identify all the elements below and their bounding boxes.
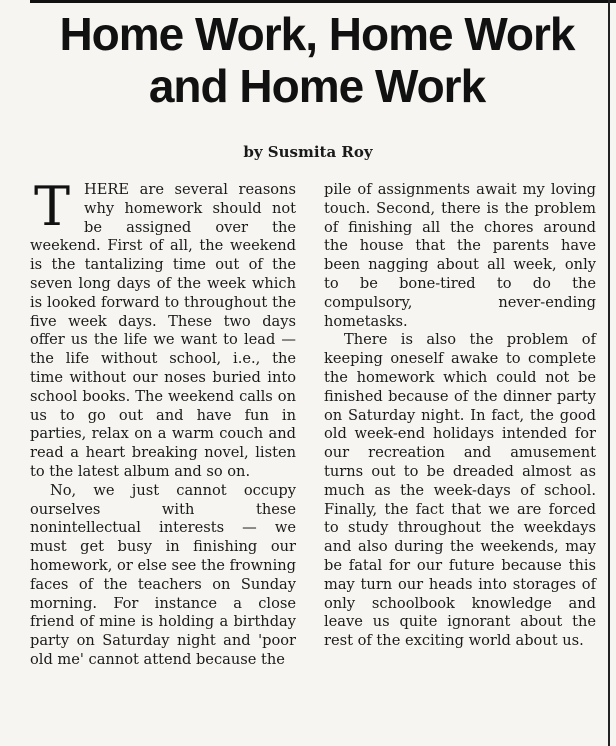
paragraph-1-text: HERE are several reasons why homework should not be assigned over the weekend. First of all, the weekend is the tantalizing time out of the seven long days of the week which is looked forward to throughout the five week days. These two days offer us the life we want to lead — the life without school, i.e., the time without our noses buried into school books. The weekend calls on us to go out and have fun in parties, relax on a warm couch and read a heart breaking novel, listen to the latest album and so on. (30, 181, 296, 480)
headline (28, 8, 606, 112)
paragraph-3: There is also the problem of keeping oneself awake to complete the homework which could not be finished because of the dinner party on Saturday night. In fact, the good old week-end holidays intended for our recreation and amusement turns out to be dreaded almost as much as the week-days of school. Finally, the fact that we are forced to study throughout the weekdays and also during the weekends, may be fatal for our future because this may turn our heads into storages of only schoolbook knowledge and leave us quite ignorant about the rest of the exciting world about us. (324, 331, 596, 650)
headline-line-2: and Home Work (148, 60, 486, 112)
byline: by Susmita Roy (243, 143, 373, 161)
headline-line-1: Home Work, Home Work (59, 8, 575, 60)
drop-cap: T (34, 175, 71, 238)
paragraph-1 (30, 175, 296, 482)
paragraph-2-continued: pile of assignments await my loving touch. Second, there is the problem of finishing all the chores around the house that the parents have been nagging about all week, only to be bone-tired to do the compulsory, never-ending hometasks. (324, 181, 596, 330)
title-block (28, 8, 606, 112)
article-column-left (30, 175, 296, 670)
column-rule (608, 0, 610, 746)
paragraph-2: No, we just cannot occupy ourselves with these nonintellectual interests — we must get busy in finishing our homework, or else see the frowning faces of the teachers on Sunday morning. For instance a close friend of mine is holding a birthday party on Saturday night and 'poor old me' cannot attend because the (30, 481, 296, 668)
article-column-right (324, 181, 596, 651)
top-rule (30, 0, 616, 3)
